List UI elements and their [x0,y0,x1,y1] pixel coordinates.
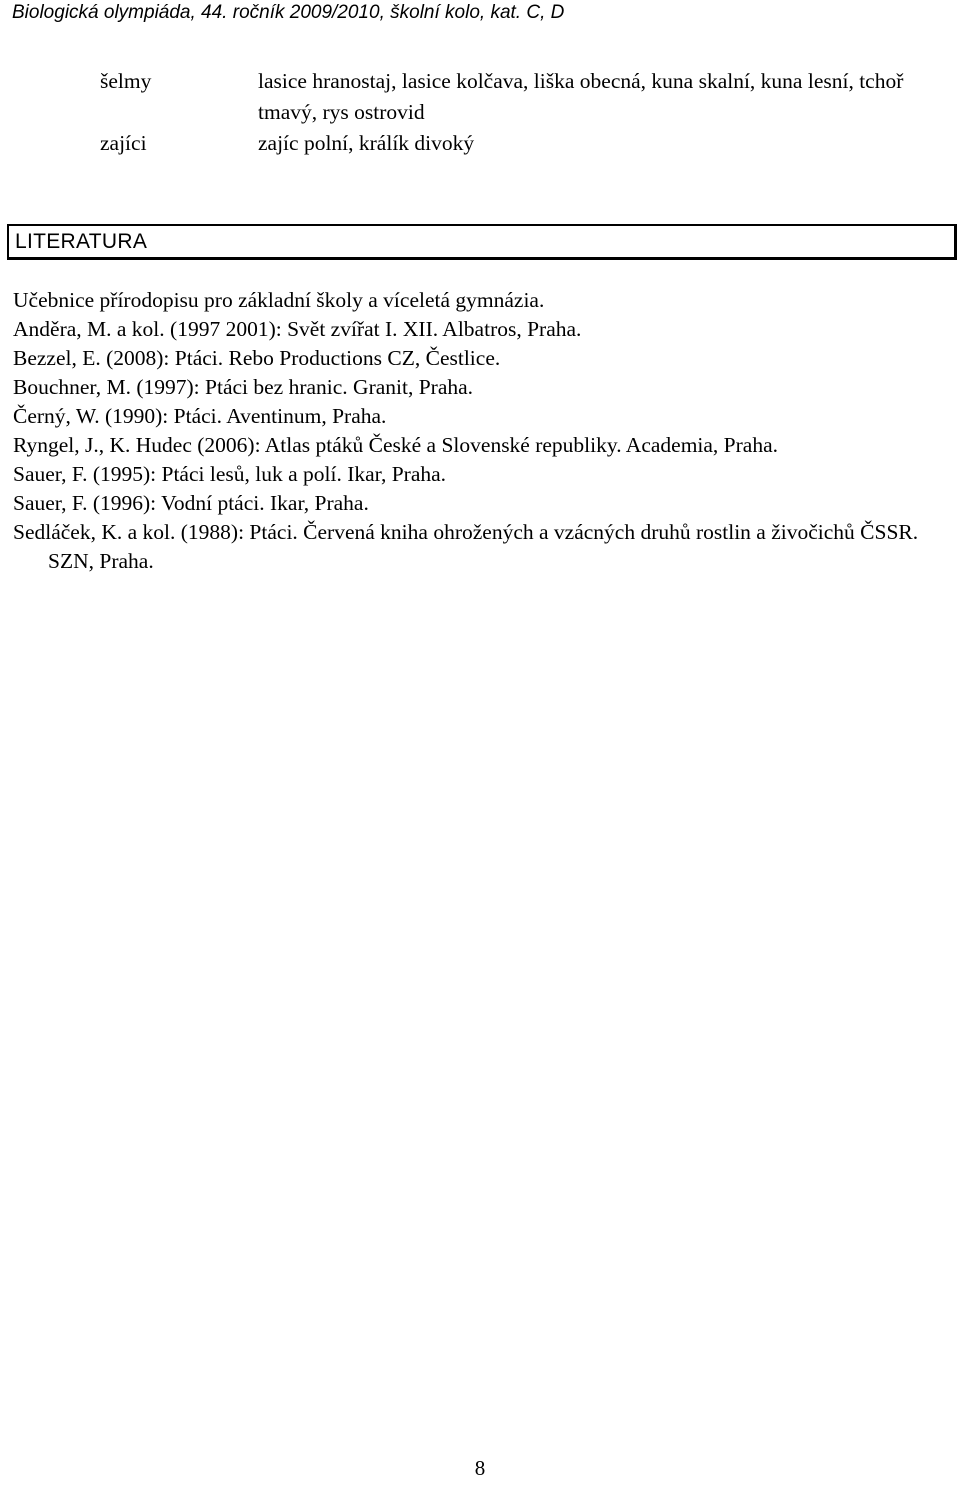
reference-item: Anděra, M. a kol. (1997 2001): Svět zvířat I. XII. Albatros, Praha. [13,317,582,341]
literature-heading: LITERATURA [15,230,148,253]
page-number: 8 [474,1456,486,1480]
running-header: Biologická olympiáda, 44. ročník 2009/2010, školní kolo, kat. C, D [12,2,565,23]
reference-item: Sedláček, K. a kol. (1988): Ptáci. Červená kniha ohrožených a vzácných druhů rostlin a živočichů ČSSR. SZN, Praha. [13,520,919,573]
reference-item: Bouchner, M. (1997): Ptáci bez hranic. Granit, Praha. [13,375,474,399]
taxon-species: lasice hranostaj, lasice kolčava, liška obecná, kuna skalní, kuna lesní, tchoř tmavý, rys ostrovid [258,69,904,124]
reference-item: Černý, W. (1990): Ptáci. Aventinum, Praha. [13,404,387,428]
taxon-row [0,128,960,159]
reference-item: Sauer, F. (1996): Vodní ptáci. Ikar, Praha. [13,491,369,515]
reference-item: Učebnice přírodopisu pro základní školy a víceletá gymnázia. [13,288,545,312]
taxon-species: zajíc polní, králík divoký [258,131,475,155]
reference-item: Sauer, F. (1995): Ptáci lesů, luk a polí. Ikar, Praha. [13,462,447,486]
taxa-list [0,66,960,159]
reference-item: Bezzel, E. (2008): Ptáci. Rebo Productions CZ, Čestlice. [13,346,501,370]
taxon-group-label: zajíci [100,131,147,155]
reference-item: Ryngel, J., K. Hudec (2006): Atlas ptáků České a Slovenské republiky. Academia, Praha. [13,433,779,457]
taxon-row [0,66,960,128]
literature-heading-box [7,224,957,260]
taxon-group-label: šelmy [100,69,152,93]
reference-list [0,286,960,576]
